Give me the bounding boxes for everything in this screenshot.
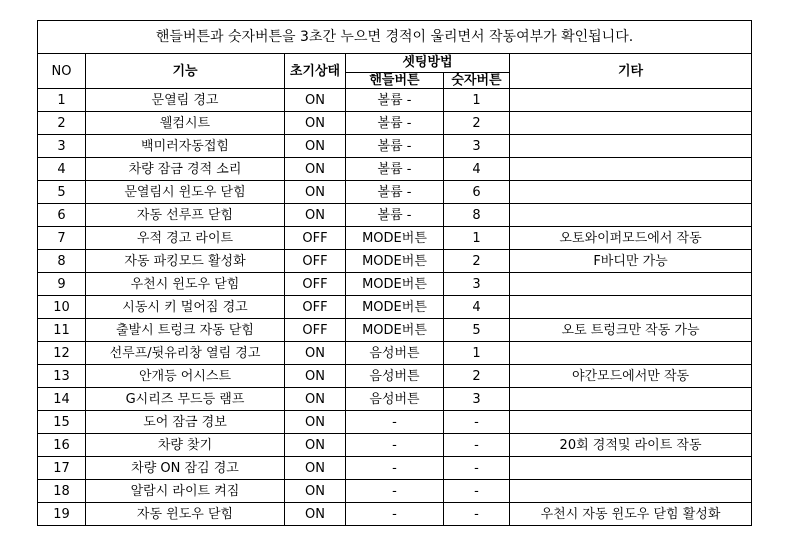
cell-etc (510, 480, 752, 503)
cell-handle: - (346, 457, 444, 480)
cell-etc (510, 89, 752, 112)
cell-etc: 오토 트렁크만 작동 가능 (510, 319, 752, 342)
cell-etc (510, 388, 752, 411)
table-row (38, 181, 752, 204)
table-row (38, 319, 752, 342)
cell-handle: 음성버튼 (346, 342, 444, 365)
cell-etc (510, 296, 752, 319)
cell-number: 2 (444, 250, 510, 273)
cell-no: 17 (38, 457, 86, 480)
cell-handle: 볼륨 - (346, 112, 444, 135)
cell-no: 9 (38, 273, 86, 296)
table-row (38, 457, 752, 480)
cell-initial: ON (285, 181, 346, 204)
table-row (38, 135, 752, 158)
cell-no: 8 (38, 250, 86, 273)
table-row (38, 89, 752, 112)
cell-feature: 자동 파킹모드 활성화 (86, 250, 285, 273)
cell-etc: 야간모드에서만 작동 (510, 365, 752, 388)
cell-number: 5 (444, 319, 510, 342)
cell-etc (510, 135, 752, 158)
cell-feature: 문열림시 윈도우 닫힘 (86, 181, 285, 204)
cell-handle: 볼륨 - (346, 89, 444, 112)
table-row (38, 112, 752, 135)
table-row (38, 480, 752, 503)
cell-feature: 차량 ON 잠김 경고 (86, 457, 285, 480)
cell-initial: OFF (285, 296, 346, 319)
cell-handle: MODE버튼 (346, 273, 444, 296)
table-row (38, 503, 752, 526)
table-row (38, 365, 752, 388)
cell-no: 18 (38, 480, 86, 503)
cell-handle: - (346, 503, 444, 526)
cell-no: 5 (38, 181, 86, 204)
cell-handle: 볼륨 - (346, 135, 444, 158)
cell-feature: 백미러자동접힘 (86, 135, 285, 158)
table-title: 핸들버튼과 숫자버튼을 3초간 누으면 경적이 울리면서 작동여부가 확인됩니다. (38, 21, 752, 54)
cell-number: - (444, 480, 510, 503)
table-row (38, 158, 752, 181)
cell-no: 11 (38, 319, 86, 342)
cell-etc: F바디만 가능 (510, 250, 752, 273)
cell-initial: OFF (285, 273, 346, 296)
cell-number: - (444, 457, 510, 480)
cell-no: 1 (38, 89, 86, 112)
cell-number: 1 (444, 227, 510, 250)
cell-number: - (444, 411, 510, 434)
cell-feature: 자동 선루프 닫힘 (86, 204, 285, 227)
header-setting: 셋팅방법 (346, 54, 510, 73)
cell-initial: ON (285, 112, 346, 135)
cell-etc (510, 457, 752, 480)
cell-initial: ON (285, 158, 346, 181)
cell-no: 7 (38, 227, 86, 250)
cell-initial: OFF (285, 319, 346, 342)
cell-no: 19 (38, 503, 86, 526)
cell-feature: 선루프/뒷유리창 열림 경고 (86, 342, 285, 365)
cell-initial: ON (285, 204, 346, 227)
cell-no: 15 (38, 411, 86, 434)
title-row (38, 21, 752, 54)
cell-feature: 차량 찾기 (86, 434, 285, 457)
cell-feature: 시동시 키 멀어짐 경고 (86, 296, 285, 319)
cell-initial: ON (285, 388, 346, 411)
cell-initial: ON (285, 365, 346, 388)
cell-initial: ON (285, 135, 346, 158)
table-row (38, 250, 752, 273)
cell-etc (510, 158, 752, 181)
table-row (38, 296, 752, 319)
cell-etc: 20회 경적및 라이트 작동 (510, 434, 752, 457)
cell-feature: 차량 잠금 경적 소리 (86, 158, 285, 181)
header-no: NO (38, 54, 86, 89)
header-row (38, 54, 752, 73)
table-row (38, 342, 752, 365)
cell-number: 2 (444, 365, 510, 388)
cell-no: 13 (38, 365, 86, 388)
cell-initial: ON (285, 457, 346, 480)
cell-etc (510, 181, 752, 204)
cell-etc: 우천시 자동 윈도우 닫힘 활성화 (510, 503, 752, 526)
cell-handle: 음성버튼 (346, 388, 444, 411)
cell-handle: 볼륨 - (346, 204, 444, 227)
cell-no: 16 (38, 434, 86, 457)
cell-initial: OFF (285, 250, 346, 273)
cell-no: 12 (38, 342, 86, 365)
cell-initial: ON (285, 480, 346, 503)
cell-number: 1 (444, 89, 510, 112)
cell-number: 4 (444, 158, 510, 181)
cell-number: 8 (444, 204, 510, 227)
cell-number: 6 (444, 181, 510, 204)
cell-etc: 오토와이퍼모드에서 작동 (510, 227, 752, 250)
cell-feature: 우적 경고 라이트 (86, 227, 285, 250)
cell-feature: 문열림 경고 (86, 89, 285, 112)
cell-initial: OFF (285, 227, 346, 250)
cell-no: 14 (38, 388, 86, 411)
cell-feature: 도어 잠금 경보 (86, 411, 285, 434)
cell-etc (510, 112, 752, 135)
table-row (38, 411, 752, 434)
cell-feature: 출발시 트렁크 자동 닫힘 (86, 319, 285, 342)
cell-number: - (444, 503, 510, 526)
cell-number: 1 (444, 342, 510, 365)
cell-feature: 웰컴시트 (86, 112, 285, 135)
table-row (38, 434, 752, 457)
cell-no: 4 (38, 158, 86, 181)
cell-no: 10 (38, 296, 86, 319)
table-row (38, 273, 752, 296)
cell-handle: 볼륨 - (346, 181, 444, 204)
cell-handle: - (346, 480, 444, 503)
cell-no: 3 (38, 135, 86, 158)
cell-etc (510, 204, 752, 227)
cell-handle: - (346, 434, 444, 457)
cell-handle: - (346, 411, 444, 434)
header-handle: 핸들버튼 (346, 73, 444, 89)
cell-no: 2 (38, 112, 86, 135)
cell-etc (510, 273, 752, 296)
cell-number: - (444, 434, 510, 457)
header-feature: 기능 (86, 54, 285, 89)
cell-handle: 볼륨 - (346, 158, 444, 181)
cell-no: 6 (38, 204, 86, 227)
cell-feature: G시리즈 무드등 램프 (86, 388, 285, 411)
header-number: 숫자버튼 (444, 73, 510, 89)
table-row (38, 227, 752, 250)
cell-handle: 음성버튼 (346, 365, 444, 388)
cell-initial: ON (285, 89, 346, 112)
table-row (38, 388, 752, 411)
table-row (38, 204, 752, 227)
cell-etc (510, 411, 752, 434)
cell-initial: ON (285, 342, 346, 365)
settings-table (37, 20, 752, 526)
cell-feature: 우천시 윈도우 닫힘 (86, 273, 285, 296)
cell-number: 3 (444, 273, 510, 296)
cell-feature: 안개등 어시스트 (86, 365, 285, 388)
header-initial: 초기상태 (285, 54, 346, 89)
cell-handle: MODE버튼 (346, 250, 444, 273)
cell-initial: ON (285, 434, 346, 457)
cell-feature: 자동 윈도우 닫힘 (86, 503, 285, 526)
cell-number: 2 (444, 112, 510, 135)
cell-initial: ON (285, 411, 346, 434)
cell-etc (510, 342, 752, 365)
cell-number: 3 (444, 135, 510, 158)
cell-handle: MODE버튼 (346, 227, 444, 250)
cell-feature: 알람시 라이트 켜짐 (86, 480, 285, 503)
cell-handle: MODE버튼 (346, 319, 444, 342)
cell-initial: ON (285, 503, 346, 526)
cell-number: 4 (444, 296, 510, 319)
cell-number: 3 (444, 388, 510, 411)
cell-handle: MODE버튼 (346, 296, 444, 319)
header-etc: 기타 (510, 54, 752, 89)
